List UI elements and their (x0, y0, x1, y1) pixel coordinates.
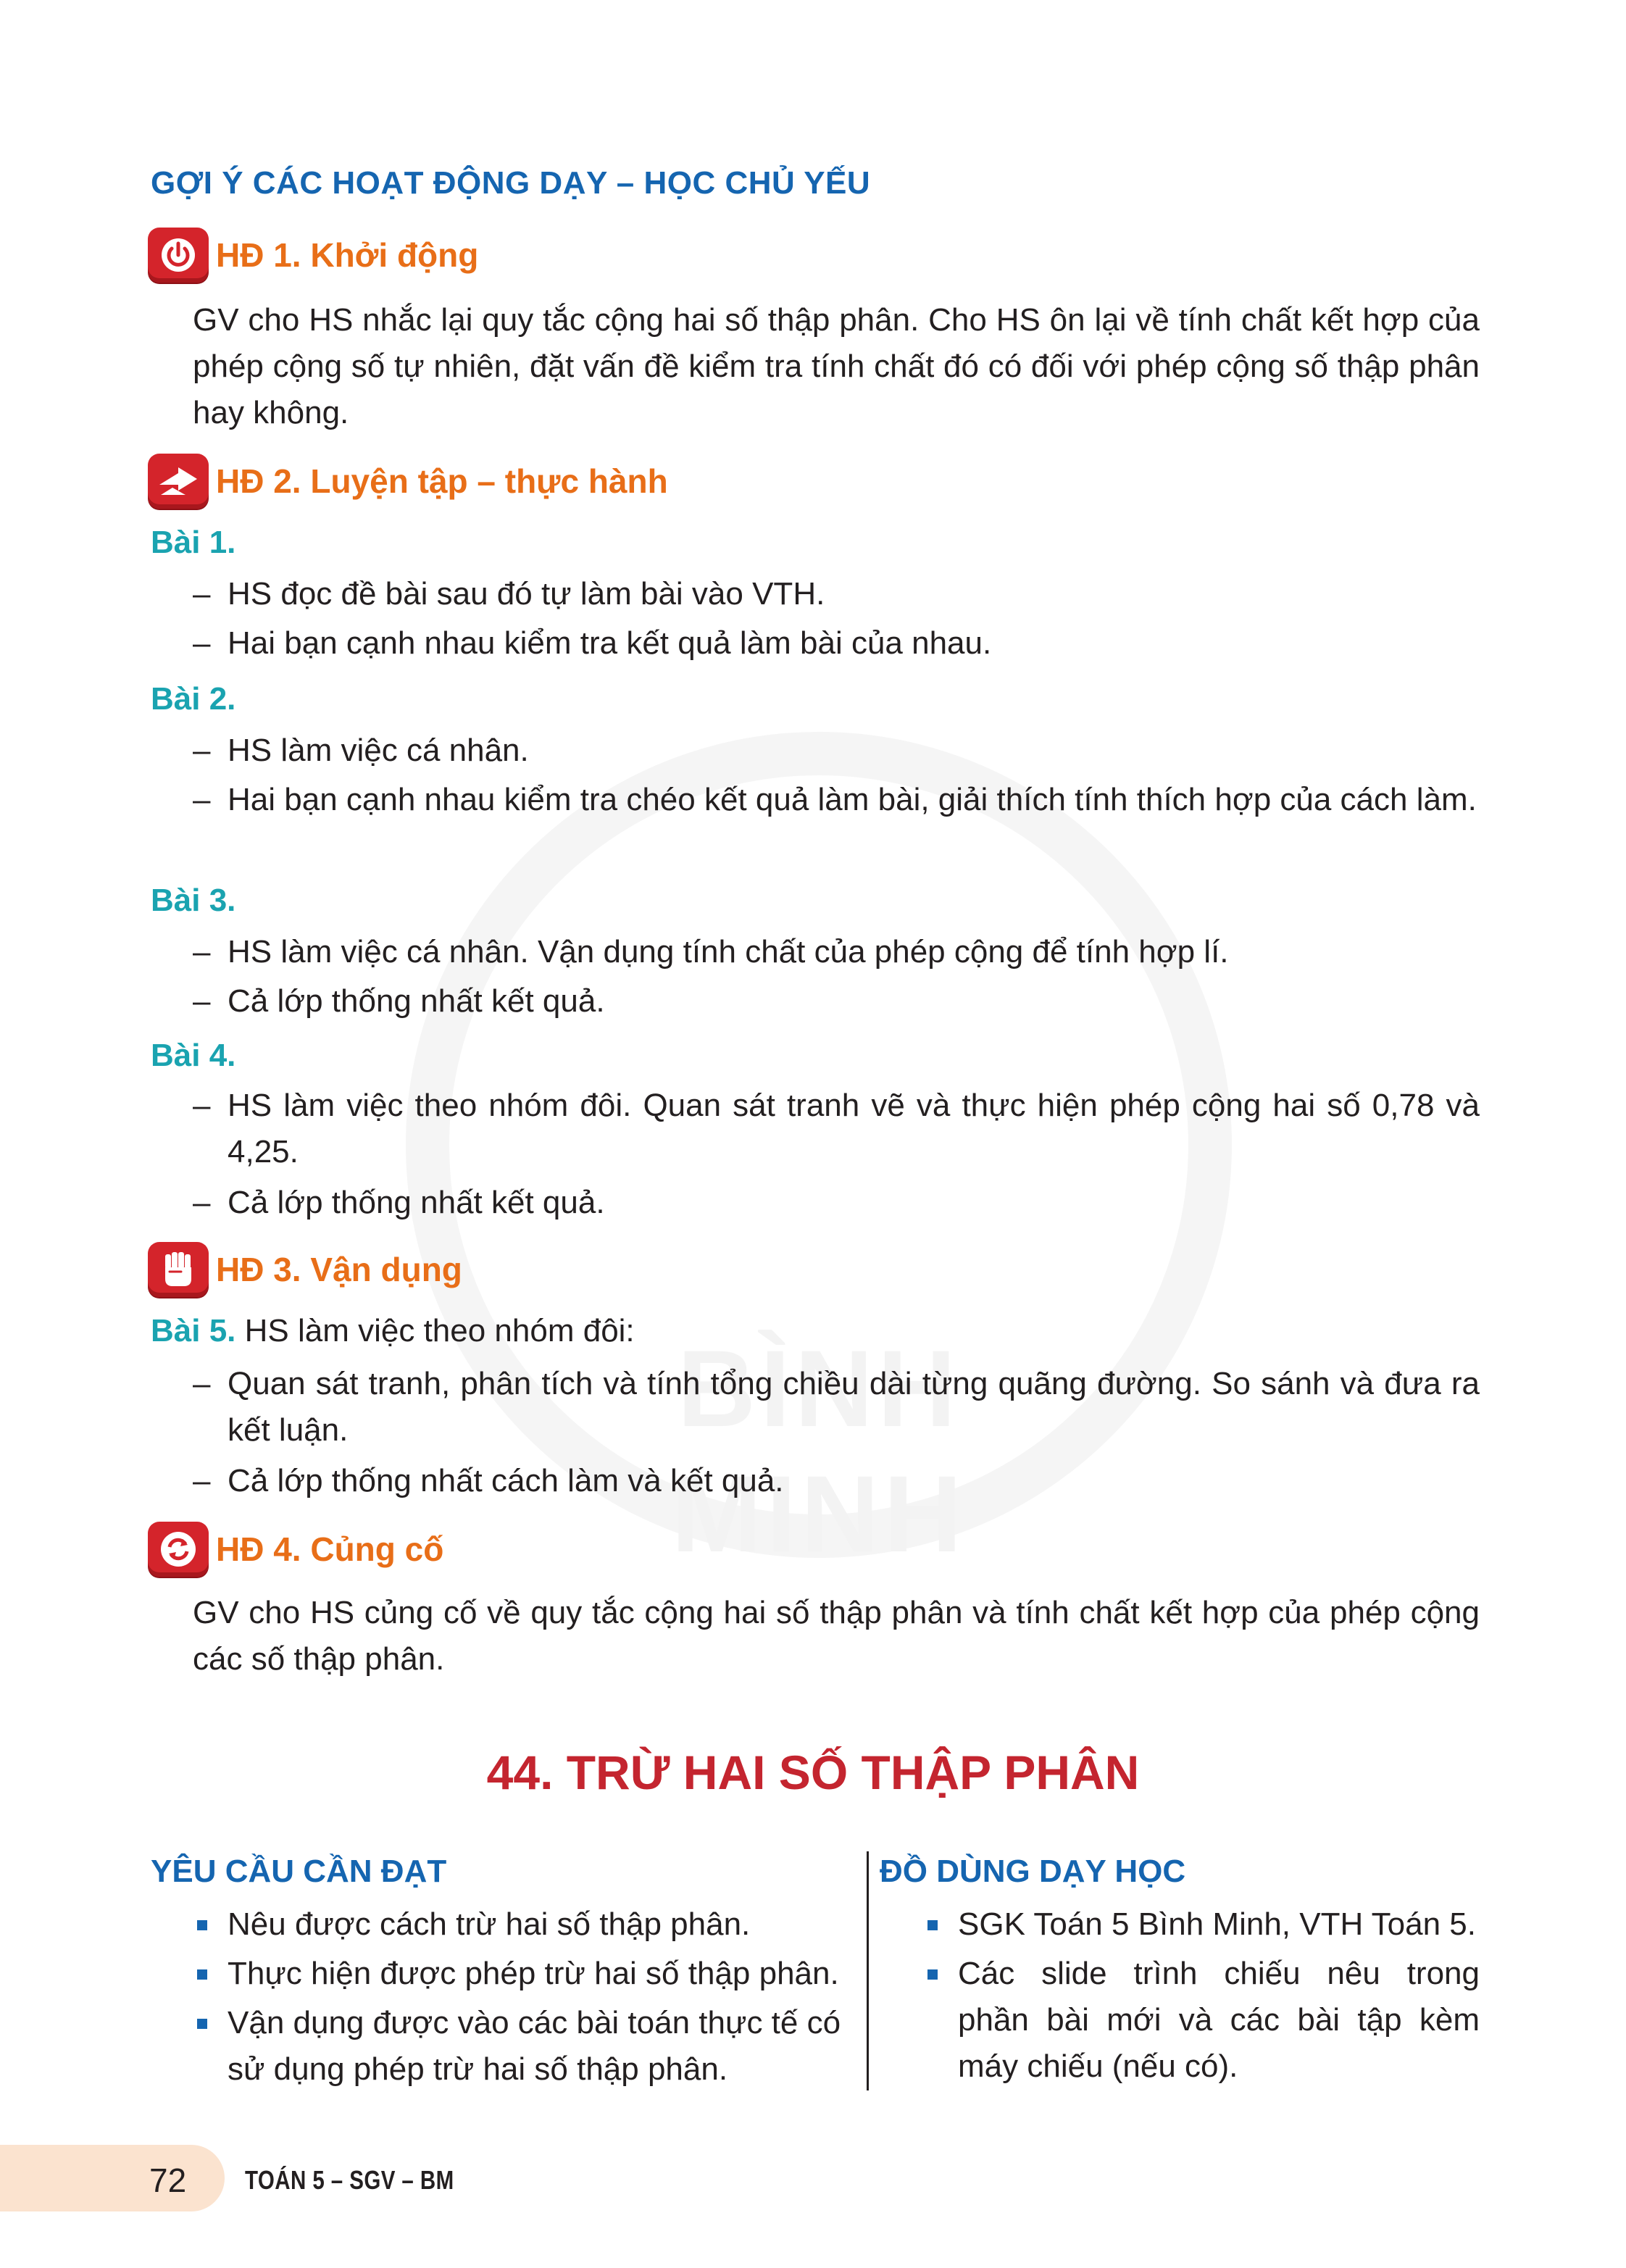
bai1-item-1: HS đọc đề bài sau đó tự làm bài vào VTH. (228, 576, 825, 612)
bai4-item-1: HS làm việc theo nhóm đôi. Quan sát tranh vẽ và thực hiện phép cộng hai số 0,78 và 4,25. (228, 1088, 1480, 1170)
bullet-dash: – (193, 782, 211, 817)
bullet-square (197, 1920, 207, 1930)
requirement-item-1: Nêu được cách trừ hai số thập phân. (228, 1906, 751, 1942)
power-icon (148, 228, 209, 283)
arrows-icon (148, 454, 209, 509)
bai1-item-2: Hai bạn cạnh nhau kiểm tra kết quả làm bài của nhau. (228, 625, 992, 661)
section-title: 44. TRỪ HAI SỐ THẬP PHÂN (486, 1746, 1140, 1799)
bullet-dash: – (193, 1366, 211, 1401)
hd1-title: HĐ 1. Khởi động (216, 236, 479, 274)
bai1-label: Bài 1. (151, 525, 236, 560)
bai2-item-2: Hai bạn cạnh nhau kiểm tra chéo kết quả làm bài, giải thích tính thích hợp của cách làm. (228, 782, 1477, 817)
hd1-heading (148, 228, 478, 283)
requirement-item-2: Thực hiện được phép trừ hai số thập phân. (228, 1956, 839, 1991)
bullet-dash: – (193, 625, 211, 661)
bai5-item-2: Cả lớp thống nhất cách làm và kết quả. (228, 1463, 784, 1498)
hd1-text: GV cho HS nhắc lại quy tắc cộng hai số thập phân. Cho HS ôn lại về tính chất kết hợp của phép cộng số tự nhiên, đặt vấn đề kiểm tra tính chất đó có đối với phép cộng số thập phân hay không. (193, 302, 1480, 430)
bai5-line (151, 1313, 635, 1349)
bai3-item-2: Cả lớp thống nhất kết quả. (228, 983, 605, 1019)
bullet-dash: – (193, 1088, 211, 1123)
bai4-label: Bài 4. (151, 1038, 236, 1073)
bullet-square (197, 1969, 207, 1980)
material-item-2: Các slide trình chiếu nêu trong (958, 1956, 1480, 1991)
bai3-item-1: HS làm việc cá nhân. Vận dụng tính chất của phép cộng để tính hợp lí. (228, 934, 1229, 970)
material-item-1: SGK Toán 5 Bình Minh, VTH Toán 5. (958, 1906, 1476, 1942)
hd4-text: GV cho HS củng cố về quy tắc cộng hai số thập phân và tính chất kết hợp của phép cộng các số thập phân. (193, 1595, 1480, 1677)
bullet-dash: – (193, 576, 211, 612)
hd2-heading (148, 454, 668, 509)
bullet-dash: – (193, 934, 211, 970)
hd4-heading (148, 1522, 443, 1577)
material-item-2-end: máy chiếu (nếu có). (958, 2048, 1238, 2084)
fist-icon (148, 1242, 209, 1297)
bai5-label: Bài 5. (151, 1313, 236, 1348)
requirement-item-3: Vận dụng được vào các bài toán thực tế có (228, 2005, 841, 2040)
main-heading: GỢI Ý CÁC HOẠT ĐỘNG DẠY – HỌC CHỦ YẾU (151, 165, 871, 201)
bullet-square (927, 1920, 938, 1930)
bai4-item-2: Cả lớp thống nhất kết quả. (228, 1185, 605, 1220)
materials-heading: ĐỒ DÙNG DẠY HỌC (880, 1854, 1186, 1889)
bai5-intro: HS làm việc theo nhóm đôi: (244, 1313, 635, 1348)
requirements-heading: YÊU CẦU CẦN ĐẠT (151, 1854, 447, 1889)
hd2-title: HĐ 2. Luyện tập – thực hành (216, 462, 668, 500)
bai2-label: Bài 2. (151, 681, 236, 717)
bullet-square (197, 2019, 207, 2029)
hd3-title: HĐ 3. Vận dụng (216, 1251, 462, 1288)
requirement-item-3-cont: sử dụng phép trừ hai số thập phân. (228, 2051, 728, 2087)
watermark-text: BÌNH MINH (671, 1327, 967, 1575)
column-divider (867, 1851, 869, 2090)
hd3-heading (148, 1242, 462, 1297)
bullet-dash: – (193, 1185, 211, 1220)
bai2-item-1: HS làm việc cá nhân. (228, 733, 529, 768)
page-number: 72 (149, 2161, 187, 2199)
refresh-icon (148, 1522, 209, 1577)
bai3-label: Bài 3. (151, 883, 236, 918)
bullet-dash: – (193, 733, 211, 768)
bai5-item-1: Quan sát tranh, phân tích và tính tổng chiều dài từng quãng đường. So sánh và đưa ra kết luận. (228, 1366, 1480, 1448)
bullet-dash: – (193, 983, 211, 1019)
footer-tab (0, 2145, 225, 2211)
bullet-dash: – (193, 1463, 211, 1498)
hd4-title: HĐ 4. Củng cố (216, 1530, 444, 1568)
material-item-2-cont: phần bài mới và các bài tập kèm (958, 2002, 1480, 2038)
footer-label: TOÁN 5 – SGV – BM (245, 2165, 454, 2195)
bullet-square (927, 1969, 938, 1980)
